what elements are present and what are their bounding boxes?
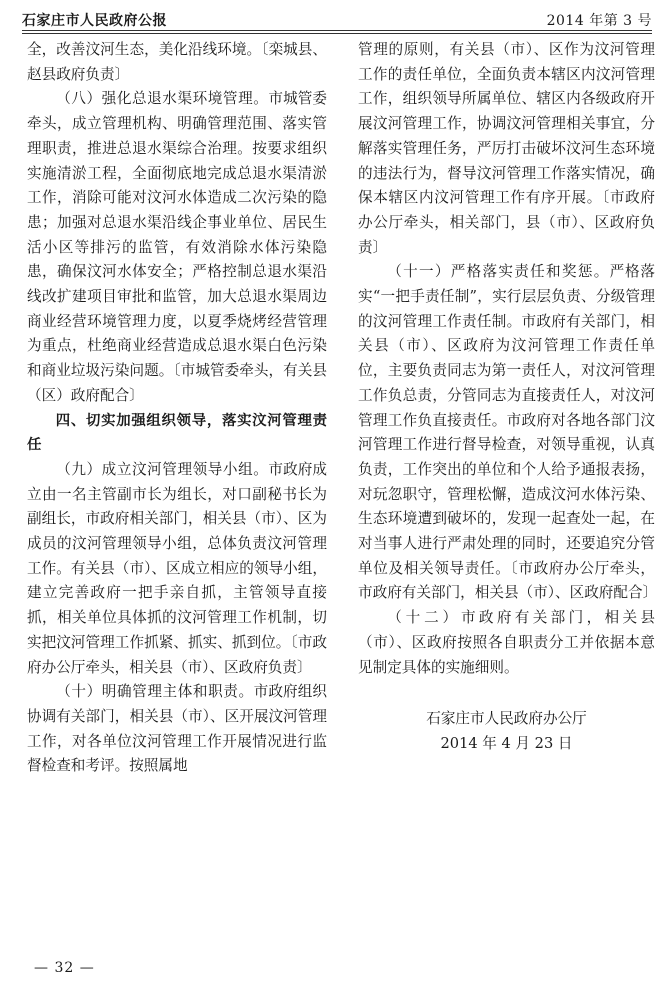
page-number: — 32 — <box>34 960 95 976</box>
left-column <box>27 38 327 779</box>
paragraph <box>27 458 327 680</box>
paragraph <box>27 680 327 779</box>
signature-date: 2014 年 4 月 23 日 <box>440 734 573 752</box>
paragraph: 管理的原则，有关县（市）、区作为汶河管理工作的责任单位，全面负责本辖区内汶河管理工作，组织领导所属单位、辖区内各级政府开展汶河管理工作，协调汶河管理相关事宜，分解落实管理任务，严厉打击破坏汶河生态环境的违法行为，督导汶河管理工作落实情况，确保本辖区内汶河管理工作有序开展。〔市政府办公厅牵头，相关部门，县（市）、区政府负责〕 <box>358 41 655 256</box>
item-body: 市政府成立由一名主管副市长为组长，对口副秘书长为副组长，市政府相关部门，相关县（市）、区为成员的汶河管理领导小组，总体负责汶河管理工作。有关县（市）、区成立相应的领导小组，建立完善政府一把手亲自抓，主管领导直接抓，相关单位具体抓的汶河管理工作机制，切实把汶河管理工作抓紧、抓实、抓到位。〔市政府办公厅牵头，相关县（市）、区政府负责〕 <box>27 460 327 676</box>
section-heading: 四、切实加强组织领导，落实汶河管理责任 <box>27 412 327 454</box>
item-body: 市城管委牵头，成立管理机构、明确管理范围、落实管理职责，推进总退水渠综合治理。按要求组织实施清淤工程，全面彻底地完成总退水渠清淤工作，消除可能对汶河水体造成二次污染的隐患；加强对总退水渠沿线企事业单位、居民生活小区等排污的监管，有效消除水体污染隐患，确保汶河水体安全；严格控制总退水渠沿线改扩建项目审批和监管，加大总退水渠周边商业经营环境管理力度，以夏季烧烤经营管理为重点，杜绝商业经营造成总退水渠白色污染和商业垃圾污染问题。〔市城管委牵头，有关县（区）政府配合〕 <box>27 90 327 404</box>
item-body: 严格落实“一把手责任制”，实行层层负责、分级管理的汶河管理工作责任制。市政府有关部门，相关县（市）、区政府为汶河管理工作责任单位，主要负责同志为第一责任人，对汶河管理工作负总责，分管同志为直接责任人，对汶河管理工作负直接责任。市政府对各地各部门汶河管理工作进行督导检查，对领导重视，认真负责，工作突出的单位和个人给予通报表扬，对玩忽职守，管理松懈，造成汶河水体污染、生态环境遭到破坏的，发现一起查处一起，在对当事人进行严肃处理的同时，还要追究分管单位及相关领导责任。〔市政府办公厅牵头，市政府有关部门，相关县（市）、区政府配合〕 <box>358 263 658 602</box>
item-body: 市政府组织协调有关部门，相关县（市）、区开展汶河管理工作，对各单位汶河管理工作开展情况进行监督检查和考评。按照属地 <box>27 683 327 775</box>
signature-organization: 石家庄市人民政府办公厅 <box>426 710 587 728</box>
page-header <box>22 8 652 30</box>
item-heading: （十）明确管理主体和职责。 <box>56 683 254 701</box>
paragraph <box>27 87 327 408</box>
paragraph <box>358 606 655 680</box>
paragraph: 全，改善汶河生态，美化沿线环境。〔栾城县、赵县政府负责〕 <box>27 41 327 83</box>
item-heading: （九）成立汶河管理领导小组。 <box>56 460 269 478</box>
publication-title: 石家庄市人民政府公报 <box>22 13 167 29</box>
item-heading: （十二） <box>387 609 461 627</box>
item-heading: （十一）严格落实责任和奖惩。 <box>387 263 610 281</box>
issue-number: 2014 年第 3 号 <box>546 13 652 29</box>
right-column <box>358 38 658 757</box>
header-rule <box>22 30 652 31</box>
header-rule-secondary <box>22 33 652 34</box>
paragraph <box>358 260 658 606</box>
item-heading: （八）强化总退水渠环境管理。 <box>56 90 269 108</box>
item-body: 市政府有关部门，相关县（市）、区政府按照各自职责分工并依据本意见制定具体的实施细则。 <box>358 609 655 676</box>
